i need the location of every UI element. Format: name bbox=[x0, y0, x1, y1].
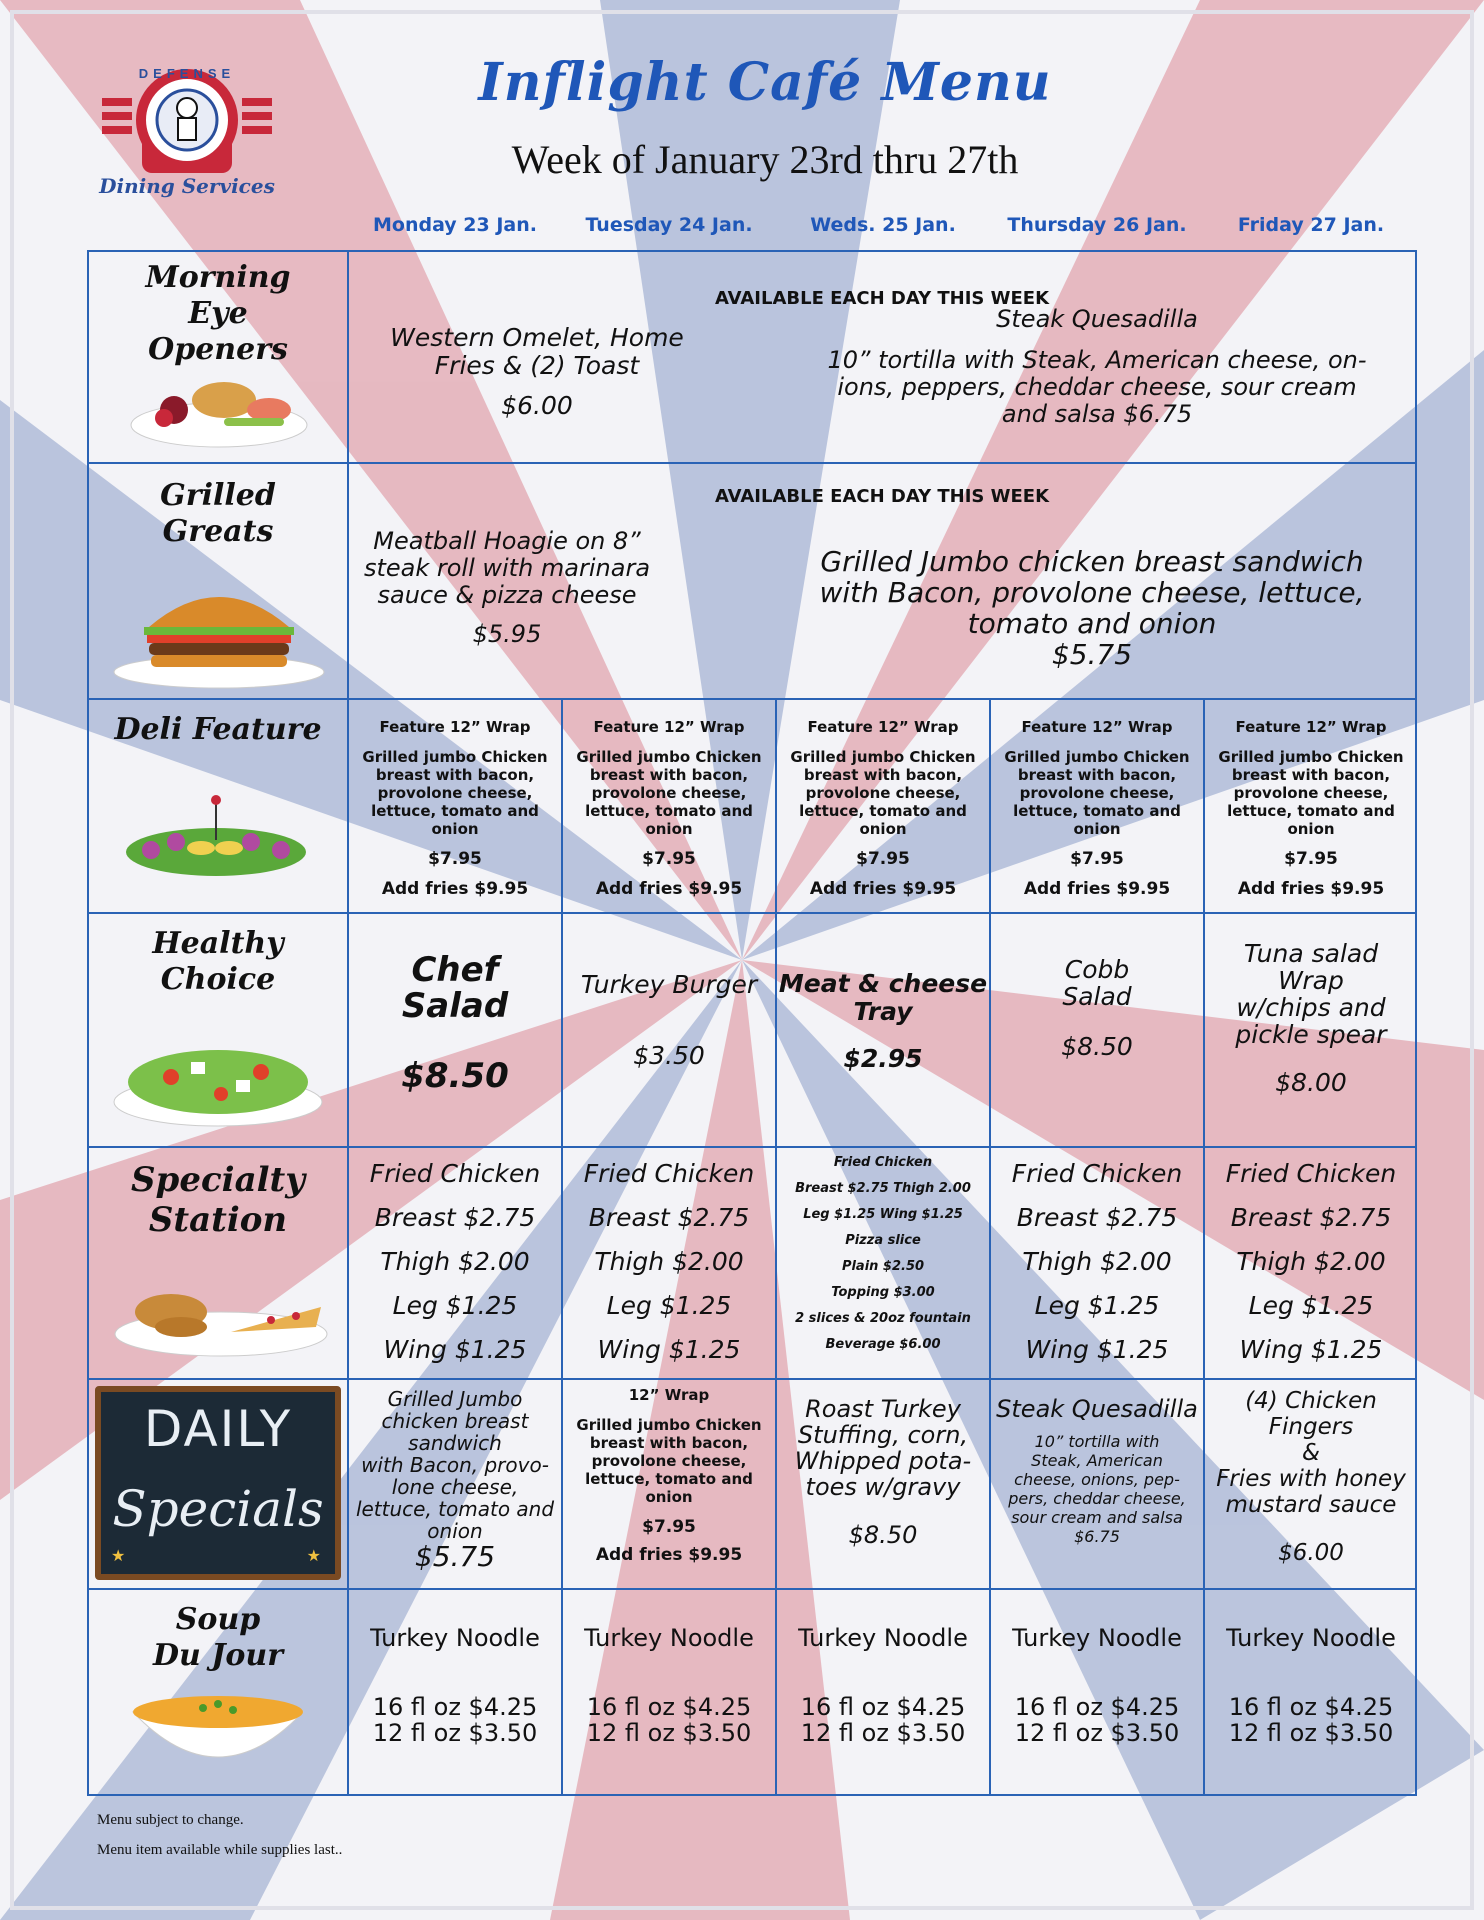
burger-image bbox=[109, 572, 329, 692]
logo-bottom-text: Dining Services bbox=[99, 174, 275, 198]
soup-cell-wednesday: Turkey Noodle 16 fl oz $4.25 12 fl oz $3.50 bbox=[798, 1624, 968, 1747]
day-header-friday: Friday 27 Jan. bbox=[1237, 214, 1385, 236]
category-deli-feature: Deli Feature bbox=[114, 712, 322, 747]
healthy-cell-wednesday: Meat & cheese Tray $2.95 bbox=[778, 969, 988, 1073]
day-header-monday: Monday 23 Jan. bbox=[372, 214, 537, 236]
menu-grid bbox=[87, 250, 1417, 1796]
category-specialty-station: Specialty Station bbox=[131, 1160, 305, 1240]
specialty-cell-friday: Fried Chicken Breast $2.75 Thigh $2.00 Leg $1.25 Wing $1.25 bbox=[1225, 1159, 1397, 1364]
star-icon: ★ bbox=[306, 1548, 321, 1565]
morning-row bbox=[347, 252, 1417, 462]
footer-note-change: Menu subject to change. bbox=[97, 1812, 244, 1828]
morning-item-steak-quesadilla: Steak Quesadilla 10” tortilla with Steak, American cheese, on- ions, peppers, cheddar cheese, sour cream and salsa $6.75 bbox=[827, 305, 1367, 428]
deli-cell-tuesday: Feature 12” Wrap Grilled jumbo Chicken breast with bacon, provolone cheese, lettuce, tomato and onion $7.95 Add fries $9.95 bbox=[576, 718, 762, 899]
daily-cell-monday: Grilled Jumbo chicken breast sandwich with Bacon, provo- lone cheese, lettuce, tomato and onion $5.75 bbox=[355, 1387, 555, 1573]
daily-cell-tuesday: 12” Wrap Grilled jumbo Chicken breast with bacon, provolone cheese, lettuce, tomato and onion $7.95 Add fries $9.95 bbox=[576, 1386, 762, 1565]
soup-bowl-image bbox=[123, 1682, 313, 1782]
logo-top-text: DEFENSE bbox=[138, 66, 236, 81]
breakfast-plate-image bbox=[129, 370, 309, 450]
healthy-cell-monday: Chef Salad $8.50 bbox=[401, 950, 509, 1096]
star-icon: ★ bbox=[111, 1548, 126, 1565]
grilled-row bbox=[347, 462, 1417, 698]
daily-specials-label-line1: DAILY bbox=[143, 1400, 293, 1458]
deli-cell-thursday: Feature 12” Wrap Grilled jumbo Chicken breast with bacon, provolone cheese, lettuce, tomato and onion $7.95 Add fries $9.95 bbox=[1004, 718, 1190, 899]
day-header-thursday: Thursday 26 Jan. bbox=[1007, 214, 1187, 236]
healthy-cell-friday: Tuna salad Wrap w/chips and pickle spear $8.00 bbox=[1235, 939, 1387, 1097]
soup-cell-friday: Turkey Noodle 16 fl oz $4.25 12 fl oz $3.50 bbox=[1226, 1624, 1396, 1747]
healthy-cell-thursday: Cobb Salad $8.50 bbox=[1061, 955, 1133, 1061]
specialty-cell-tuesday: Fried Chicken Breast $2.75 Thigh $2.00 Leg $1.25 Wing $1.25 bbox=[583, 1159, 755, 1364]
deli-cell-wednesday: Feature 12” Wrap Grilled jumbo Chicken breast with bacon, provolone cheese, lettuce, tomato and onion $7.95 Add fries $9.95 bbox=[790, 718, 976, 899]
chicken-and-pizza-image bbox=[111, 1272, 331, 1362]
specialty-cell-wednesday: Fried Chicken Breast $2.75 Thigh 2.00 Leg $1.25 Wing $1.25 Pizza slice Plain $2.50 Topping $3.00 2 slices & 20oz fountain Beverage $6.00 bbox=[795, 1155, 971, 1352]
grilled-item-chicken-sandwich: Grilled Jumbo chicken breast sandwich with Bacon, provolone cheese, lettuce, tomato and onion $5.75 bbox=[819, 545, 1365, 671]
salad-image bbox=[111, 1022, 326, 1132]
defense-dining-services-logo bbox=[92, 58, 282, 208]
morning-item-omelet: Western Omelet, Home Fries & (2) Toast $6.00 bbox=[390, 323, 684, 420]
specialty-cell-monday: Fried Chicken Breast $2.75 Thigh $2.00 Leg $1.25 Wing $1.25 bbox=[369, 1159, 541, 1364]
grilled-available-label: AVAILABLE EACH DAY THIS WEEK bbox=[714, 486, 1050, 507]
page-subtitle: Week of January 23rd thru 27th bbox=[511, 137, 1019, 182]
soup-cell-tuesday: Turkey Noodle 16 fl oz $4.25 12 fl oz $3.50 bbox=[584, 1624, 754, 1747]
deli-platter-image bbox=[121, 782, 311, 882]
day-headers bbox=[348, 214, 1418, 244]
category-healthy-choice: Healthy Choice bbox=[152, 926, 284, 997]
soup-cell-thursday: Turkey Noodle 16 fl oz $4.25 12 fl oz $3.50 bbox=[1012, 1624, 1182, 1747]
soup-cell-monday: Turkey Noodle 16 fl oz $4.25 12 fl oz $3.50 bbox=[370, 1624, 540, 1747]
page-title: Inflight Café Menu bbox=[478, 52, 1052, 113]
deli-cell-friday: Feature 12” Wrap Grilled jumbo Chicken breast with bacon, provolone cheese, lettuce, tomato and onion $7.95 Add fries $9.95 bbox=[1218, 718, 1404, 899]
grilled-item-meatball-hoagie: Meatball Hoagie on 8” steak roll with marinara sauce & pizza cheese $5.95 bbox=[363, 527, 651, 648]
category-soup-du-jour: Soup Du Jour bbox=[152, 1602, 284, 1673]
specialty-cell-thursday: Fried Chicken Breast $2.75 Thigh $2.00 Leg $1.25 Wing $1.25 bbox=[1011, 1159, 1183, 1364]
daily-specials-chalkboard bbox=[95, 1386, 341, 1580]
category-morning-eye-openers: Morning Eye Openers bbox=[145, 260, 291, 367]
morning-available-label: AVAILABLE EACH DAY THIS WEEK bbox=[714, 288, 1050, 309]
daily-specials-label-line2: Specials bbox=[112, 1480, 324, 1538]
category-grilled-greats: Grilled Greats bbox=[160, 478, 276, 549]
healthy-cell-tuesday: Turkey Burger $3.50 bbox=[580, 970, 758, 1070]
daily-cell-wednesday: Roast Turkey Stuffing, corn, Whipped pota- toes w/gravy $8.50 bbox=[794, 1395, 972, 1549]
footer-note-supplies: Menu item available while supplies last.. bbox=[97, 1842, 343, 1858]
daily-cell-friday: (4) Chicken Fingers & Fries with honey mustard sauce $6.00 bbox=[1216, 1388, 1406, 1566]
daily-cell-thursday: Steak Quesadilla 10” tortilla with Steak, American cheese, onions, pep- pers, cheddar cheese, sour cream and salsa $6.75 bbox=[996, 1395, 1198, 1546]
day-header-wednesday: Weds. 25 Jan. bbox=[810, 214, 956, 236]
day-header-tuesday: Tuesday 24 Jan. bbox=[585, 214, 753, 236]
deli-cell-monday: Feature 12” Wrap Grilled jumbo Chicken breast with bacon, provolone cheese, lettuce, tomato and onion $7.95 Add fries $9.95 bbox=[362, 718, 548, 899]
